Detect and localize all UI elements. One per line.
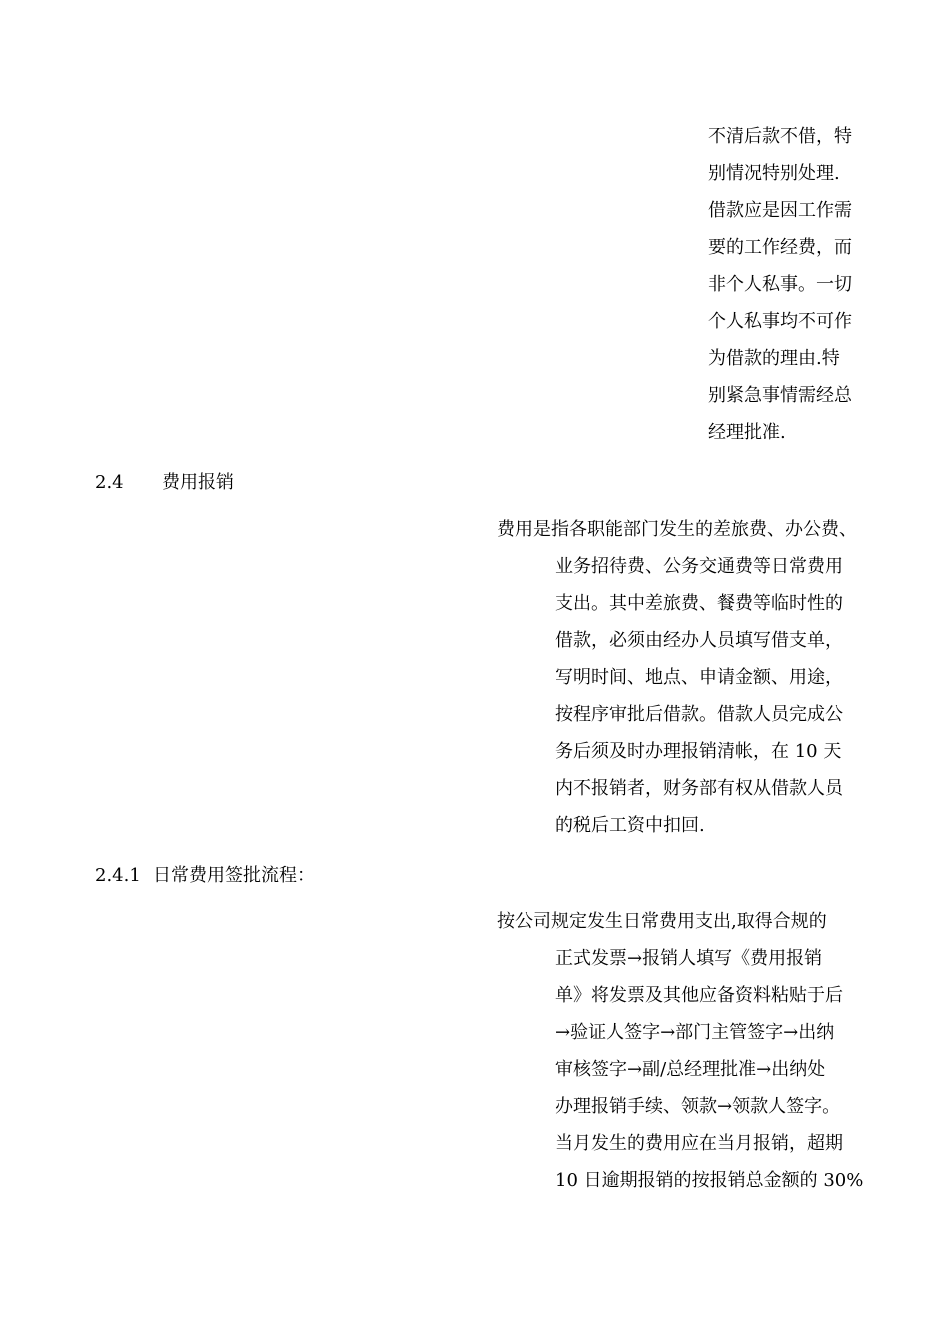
text-line: 办理报销手续、领款→领款人签字。 (555, 1096, 841, 1117)
text-line: 写明时间、地点、申请金额、用途， (555, 667, 843, 688)
text-line: 10 日逾期报销的按报销总金额的 30% (555, 1170, 864, 1191)
text-line: 借款，必须由经办人员填写借支单， (555, 630, 843, 651)
text-line: 个人私事均不可作 (708, 311, 852, 332)
text-line: 按程序审批后借款。借款人员完成公 (555, 704, 843, 725)
section-heading-2-4 (95, 471, 234, 495)
text-line-first: 按公司规定发生日常费用支出,取得合规的 (497, 911, 827, 932)
text-line: →验证人签字→部门主管签字→出纳 (555, 1022, 835, 1043)
section-title: 日常费用签批流程： (153, 865, 315, 886)
text-line: 正式发票→报销人填写《费用报销 (555, 948, 823, 969)
text-line: 借款应是因工作需 (708, 200, 852, 221)
text-line: 务后须及时办理报销清帐，在 10 天 (555, 741, 842, 762)
text-line: 要的工作经费，而 (708, 237, 852, 258)
section-number: 2.4 (95, 472, 124, 493)
section-title: 费用报销 (162, 472, 234, 493)
text-line: 当月发生的费用应在当月报销，超期 (555, 1133, 843, 1154)
text-line: 经理批准. (708, 422, 786, 443)
text-line-first: 费用是指各职能部门发生的差旅费、办公费、 (497, 519, 857, 540)
text-line: 非个人私事。一切 (708, 274, 852, 295)
text-line: 别紧急事情需经总 (708, 385, 852, 406)
text-line: 审核签字→副/总经理批准→出纳处 (555, 1059, 826, 1080)
text-line: 业务招待费、公务交通费等日常费用 (555, 556, 843, 577)
text-line: 单》将发票及其他应备资料粘贴于后 (555, 985, 843, 1006)
text-line: 支出。其中差旅费、餐费等临时性的 (555, 593, 843, 614)
text-line: 内不报销者，财务部有权从借款人员 (555, 778, 843, 799)
text-line: 为借款的理由.特 (708, 348, 840, 369)
section-number: 2.4.1 (95, 865, 141, 886)
section-heading-2-4-1 (95, 864, 315, 888)
text-line: 别情况特别处理. (708, 163, 840, 184)
text-line: 的税后工资中扣回. (555, 815, 705, 836)
text-line: 不清后款不借，特 (708, 126, 852, 147)
